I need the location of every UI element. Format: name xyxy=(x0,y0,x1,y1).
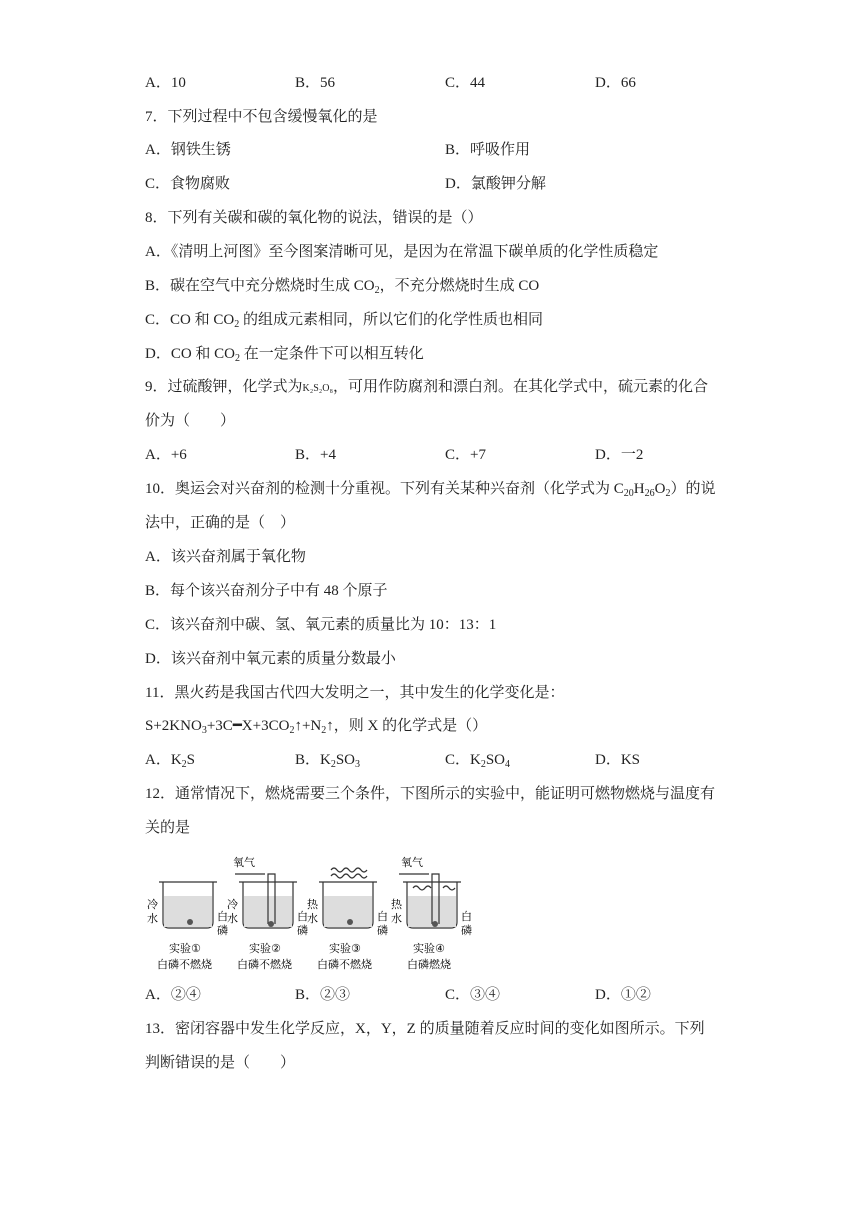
fig-hot-3a: 热 xyxy=(307,898,318,911)
combustion-experiment-figure xyxy=(145,852,485,974)
q8-b-pre: B．碳在空气中充分燃烧时生成 CO xyxy=(145,278,375,294)
q7-option-c: C．食物腐败 xyxy=(145,176,231,192)
q13-stem-line2: 判断错误的是（ ） xyxy=(145,1055,296,1071)
fig-cold-2b: 水 xyxy=(227,912,238,925)
q9-stem-post: ，可用作防腐剂和漂白剂。在其化学式中，硫元素的化合 xyxy=(332,379,708,395)
q8-d-pre: D．CO 和 CO xyxy=(145,346,236,362)
fig-p-2b: 磷 xyxy=(297,924,308,937)
q12-option-b: B．②③ xyxy=(295,987,351,1003)
fig-result-3: 白磷不燃烧 xyxy=(317,958,372,971)
q6-option-b: B．56 xyxy=(295,75,336,91)
q9-stem-pre: 9．过硫酸钾，化学式为 xyxy=(145,379,303,395)
q8-c-pre: C．CO 和 CO xyxy=(145,312,235,328)
q11-eq-mid2: ↑+N xyxy=(294,718,322,734)
fig-p-1b: 磷 xyxy=(217,924,228,937)
q7-option-d: D．氯酸钾分解 xyxy=(445,176,546,192)
q11-option-c: C．$K_2SO_4$ xyxy=(445,752,511,770)
fig-p-1a: 白 xyxy=(217,910,228,923)
q11-option-a-text: A．K xyxy=(145,752,182,768)
fig-result-4: 白磷燃烧 xyxy=(407,958,451,971)
q9-stem xyxy=(145,377,708,399)
q8-b-mid: ，不充分燃烧时生成 CO xyxy=(379,278,540,294)
fig-oxygen-4: 氧气 xyxy=(401,856,423,869)
q12-option-c: C．③④ xyxy=(445,987,501,1003)
q9-option-a: A．+6 xyxy=(145,447,187,463)
fig-label-3: 实验③ xyxy=(329,942,361,955)
q10-stem-pre: 10．奥运会对兴奋剂的检测十分重视。下列有关某种兴奋剂（化学式为 C xyxy=(145,481,624,497)
q10-stem-line2: 法中，正确的是（ ） xyxy=(145,515,296,531)
fig-label-1: 实验① xyxy=(169,942,201,955)
fig-label-4: 实验④ xyxy=(413,942,445,955)
q6-option-a: A．10 xyxy=(145,75,186,91)
q10-option-c: C．该兴奋剂中碳、氢、氧元素的质量比为 10：13：1 xyxy=(145,617,497,633)
beaker-4 xyxy=(399,874,461,928)
fig-result-2: 白磷不燃烧 xyxy=(237,958,292,971)
q11-option-b-text: B．K xyxy=(295,752,331,768)
q8-option-b: B．碳在空气中充分燃烧时生成 $CO_2$，不充分燃烧时生成 CO xyxy=(145,278,540,296)
q11-option-a: A．$K_2S$ xyxy=(145,752,196,770)
q10-stem: 10．奥运会对兴奋剂的检测十分重视。下列有关某种兴奋剂（化学式为 $C_{20}H_{26}O_2$）的说 xyxy=(145,481,716,499)
q12-option-d: D．①② xyxy=(595,987,651,1003)
q8-d-post: 在一定条件下可以相互转化 xyxy=(243,346,424,362)
q10-option-d: D．该兴奋剂中氧元素的质量分数最小 xyxy=(145,651,396,667)
fig-oxygen-2: 氧气 xyxy=(233,856,255,869)
q11-eq-mid1: +3C━X+3CO xyxy=(206,718,290,734)
q11-option-c-text: C．K xyxy=(445,752,481,768)
q9-stem-line2: 价为（ ） xyxy=(145,413,236,429)
q7-stem: 7．下列过程中不包含缓慢氧化的是 xyxy=(145,109,378,125)
q6-option-c: C．44 xyxy=(445,75,486,91)
fig-cold-1a: 冷 xyxy=(147,898,158,911)
fig-hot-3b: 水 xyxy=(307,912,318,925)
q9-option-d: D．一2 xyxy=(595,447,644,463)
q11-eq-pre: S+2KNO xyxy=(145,718,202,734)
fig-label-2: 实验② xyxy=(249,942,281,955)
fig-p-4a: 白 xyxy=(461,910,472,923)
fig-cold-1b: 水 xyxy=(147,912,158,925)
q12-option-a: A．②④ xyxy=(145,987,201,1003)
q12-stem: 12．通常情况下，燃烧需要三个条件，下图所示的实验中，能证明可燃物燃烧与温度有 xyxy=(145,786,716,802)
q9-option-b: B．+4 xyxy=(295,447,336,463)
q10-option-b: B．每个该兴奋剂分子中有 48 个原子 xyxy=(145,583,388,599)
q11-option-d: D．KS xyxy=(595,752,641,768)
fig-result-1: 白磷不燃烧 xyxy=(157,958,212,971)
q10-option-a: A．该兴奋剂属于氧化物 xyxy=(145,549,306,565)
q11-stem: 11．黑火药是我国古代四大发明之一，其中发生的化学变化是： xyxy=(145,685,565,701)
q9-formula: K₂S₂O₈ xyxy=(302,383,333,394)
fig-p-4b: 磷 xyxy=(461,924,472,937)
q8-stem: 8．下列有关碳和碳的氧化物的说法，错误的是（） xyxy=(145,210,483,226)
q8-c-post: 的组成元素相同，所以它们的化学性质也相同 xyxy=(242,312,543,328)
fig-hot-4a: 热 xyxy=(391,898,402,911)
q11-equation: $S+2KNO_3+3C━X+3CO_2↑+N_2↑$，则 X 的化学式是（） xyxy=(145,718,488,736)
q6-option-d: D．66 xyxy=(595,75,636,91)
fig-hot-4b: 水 xyxy=(391,912,402,925)
beaker-2 xyxy=(235,874,297,928)
q9-option-c: C．+7 xyxy=(445,447,486,463)
q11-eq-post: ↑，则 X 的化学式是（） xyxy=(326,718,488,734)
q12-stem-line2: 关的是 xyxy=(145,820,191,836)
q8-option-a: A．《清明上河图》至今图案清晰可见，是因为在常温下碳单质的化学性质稳定 xyxy=(145,244,659,260)
q13-stem: 13．密闭容器中发生化学反应，X，Y，Z 的质量随着反应时间的变化如图所示。下列 xyxy=(145,1021,705,1037)
q10-stem-post: ）的说 xyxy=(670,481,716,497)
q8-option-c: C．CO 和 $CO_2$ 的组成元素相同，所以它们的化学性质也相同 xyxy=(145,312,543,330)
fig-cold-2a: 冷 xyxy=(227,898,238,911)
q11-option-b: B．$K_2SO_3$ xyxy=(295,752,361,770)
fig-p-3a: 白 xyxy=(377,910,388,923)
fig-p-3b: 磷 xyxy=(377,924,388,937)
beaker-1 xyxy=(159,882,217,928)
q7-option-a: A．钢铁生锈 xyxy=(145,142,231,158)
beaker-3 xyxy=(319,868,377,928)
q8-option-d: D．CO 和 $CO_2$ 在一定条件下可以相互转化 xyxy=(145,346,424,364)
q7-option-b: B．呼吸作用 xyxy=(445,142,531,158)
fig-p-2a: 白 xyxy=(297,910,308,923)
